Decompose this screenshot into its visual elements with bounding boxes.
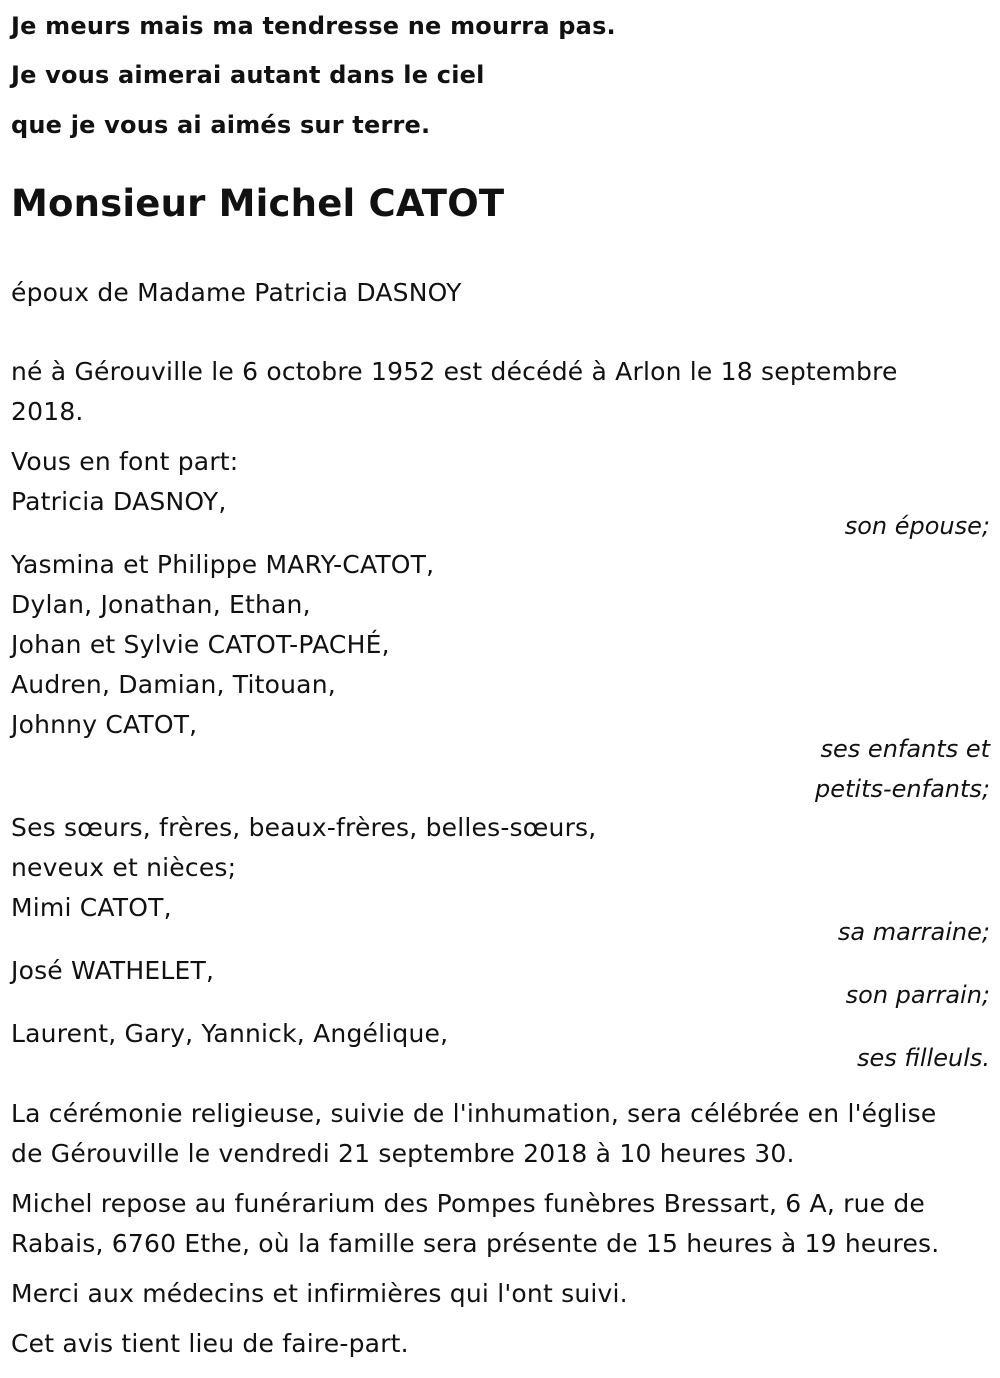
birth-death-line-2: 2018. bbox=[11, 397, 84, 426]
quote-line-3: que je vous ai aimés sur terre. bbox=[11, 111, 431, 139]
ceremony-line-2: de Gérouville le vendredi 21 septembre 2018 à 10 heures 30. bbox=[11, 1139, 795, 1168]
relation-label: ses filleuls. bbox=[856, 1044, 990, 1072]
relation-label: ses enfants et bbox=[820, 735, 990, 763]
family-name: José WATHELET, bbox=[11, 956, 215, 985]
family-name: Audren, Damian, Titouan, bbox=[11, 670, 336, 699]
family-name: Johnny CATOT, bbox=[11, 710, 198, 739]
family-name: Johan et Sylvie CATOT-PACHÉ, bbox=[11, 630, 390, 659]
funeral-home-line-2: Rabais, 6760 Ethe, où la famille sera présente de 15 heures à 19 heures. bbox=[11, 1229, 940, 1258]
family-name: Laurent, Gary, Yannick, Angélique, bbox=[11, 1019, 449, 1048]
family-name: Patricia DASNOY, bbox=[11, 487, 227, 516]
family-name: Mimi CATOT, bbox=[11, 893, 172, 922]
relation-label: son épouse; bbox=[844, 512, 990, 540]
ceremony-line-1: La cérémonie religieuse, suivie de l'inhumation, sera célébrée en l'église bbox=[11, 1099, 937, 1128]
family-name: Ses sœurs, frères, beaux-frères, belles-sœurs, bbox=[11, 813, 597, 842]
funeral-home-line-1: Michel repose au funérarium des Pompes funèbres Bressart, 6 A, rue de bbox=[11, 1189, 926, 1218]
relation-label: son parrain; bbox=[845, 981, 990, 1009]
family-name: Dylan, Jonathan, Ethan, bbox=[11, 590, 311, 619]
relation-label: petits-enfants; bbox=[815, 775, 990, 803]
announcement-intro: Vous en font part: bbox=[11, 447, 239, 476]
quote-line-1: Je meurs mais ma tendresse ne mourra pas. bbox=[11, 12, 616, 40]
relation-label: sa marraine; bbox=[837, 918, 990, 946]
family-name: Yasmina et Philippe MARY-CATOT, bbox=[11, 550, 435, 579]
spouse-line: époux de Madame Patricia DASNOY bbox=[11, 278, 462, 307]
family-name: neveux et nièces; bbox=[11, 853, 237, 882]
birth-death-line-1: né à Gérouville le 6 octobre 1952 est décédé à Arlon le 18 septembre bbox=[11, 357, 898, 386]
thanks-line: Merci aux médecins et infirmières qui l'ont suivi. bbox=[11, 1279, 628, 1308]
notice-line: Cet avis tient lieu de faire-part. bbox=[11, 1329, 409, 1358]
quote-line-2: Je vous aimerai autant dans le ciel bbox=[11, 61, 485, 89]
deceased-name: Monsieur Michel CATOT bbox=[11, 182, 505, 225]
